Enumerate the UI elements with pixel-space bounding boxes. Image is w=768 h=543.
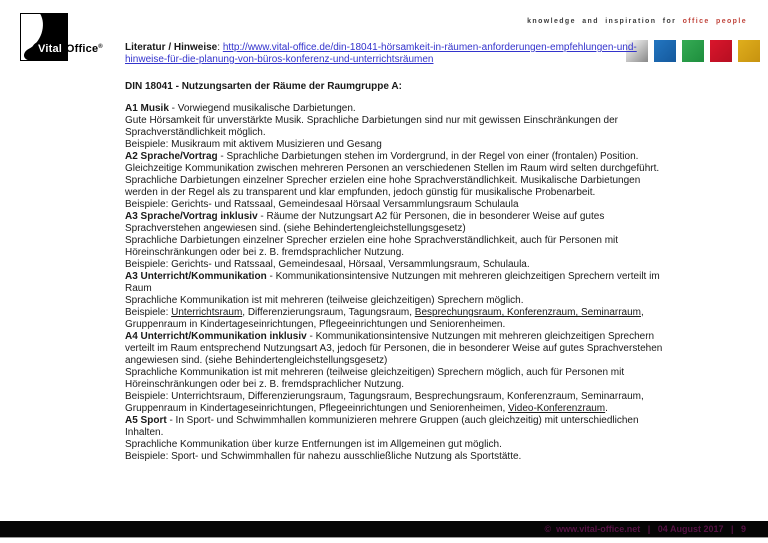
text-segment: , Gruppenraum in Kindertageseinrichtungen, Pflegeeinrichtungen und Seniorenheimen. [125, 307, 644, 330]
logo-text-office: -Office [62, 43, 99, 55]
tagline [527, 18, 747, 25]
document-body [125, 42, 670, 463]
paragraph [125, 295, 670, 307]
text-segment: Unterrichtsraum [171, 307, 243, 318]
tagline-highlight: office people [682, 18, 747, 25]
text-segment: - Räume der Nutzungsart A2 für Personen, die in besonderer Weise auf gutes Sprachverstehen angewiesen sind. (siehe Behindertengleichstellungsgesetz) [125, 211, 605, 234]
text-segment: Beispiele: Gerichts- und Ratssaal, Gemeindesaal Hörsaal Versammlungsraum Schulaula [125, 199, 519, 210]
paragraph [125, 451, 670, 463]
paragraph [125, 211, 670, 235]
text-segment: DIN 18041 - Nutzungsarten der Räume der Raumgruppe A: [125, 81, 402, 92]
text-segment: Beispiele: Gerichts- und Ratssaal, Gemeindesaal, Hörsaal, Versammlungsraum, Schulaula. [125, 259, 530, 270]
text-segment: - Kommunikationsintensive Nutzungen mit mehreren gleichzeitigen Sprechern verteilt im Raum entsprechend Nutzungsart A3, jedoch für Personen, die in besonderer Weise auf gutes Sprachverstehen angewiesen sind. (siehe Behindertengleichstellungsgesetz) [125, 331, 663, 366]
paragraph [125, 139, 670, 151]
text-segment: A3 Unterricht/Kommunikation [125, 271, 267, 282]
paragraph [125, 42, 670, 66]
paragraph [125, 259, 670, 271]
gold-square [738, 40, 760, 62]
text-segment: Beispiele: Musikraum mit aktivem Musizieren und Gesang [125, 139, 382, 150]
text-segment: Sprachliche Kommunikation über kurze Entfernungen ist im Allgemeinen gut möglich. [125, 439, 502, 450]
text-segment: - Sprachliche Darbietungen stehen im Vordergrund, in der Regel von einer (frontalen) Position. Gleichzeitige Kommunikation zwischen mehreren Personen an verschiedenen Stellen im Raum wird selten durchgeführt. [125, 151, 660, 174]
text-segment: A3 Sprache/Vortrag inklusiv [125, 211, 258, 222]
logo-text-vital: Vital [32, 42, 62, 57]
paragraph [125, 151, 670, 175]
paragraph [125, 415, 670, 439]
text-segment: - Kommunikationsintensive Nutzungen mit mehreren gleichzeitigen Sprechern verteilt im Raum [125, 271, 660, 294]
text-segment: Sprachliche Kommunikation ist mit mehreren (teilweise gleichzeitigen) Sprechern möglich, auch für Personen mit Höreinschränkungen oder bei z. B. fremdsprachlicher Nutzung. [125, 367, 625, 390]
footer-bar [0, 521, 768, 538]
text-segment: Beispiele: [125, 307, 172, 318]
text-segment: A4 Unterricht/Kommunikation inklusiv [125, 331, 307, 342]
text-segment: A5 Sport [125, 415, 167, 426]
paragraph [125, 103, 670, 115]
paragraph [125, 439, 670, 451]
text-segment: , Differenzierungsraum, Tagungsraum, [242, 307, 415, 318]
text-segment: Beispiele: Sport- und Schwimmhallen für nahezu ausschließliche Nutzung als Sportstätte. [125, 451, 522, 462]
paragraph [125, 199, 670, 211]
text-segment: Literatur / Hinweise [125, 42, 218, 53]
paragraph [125, 271, 670, 295]
text-segment: Sprachliche Darbietungen einzelner Sprecher erzielen eine hohe Sprachverständlichkeit. Musikalische Darbietungen werden in der Regel als zu transparent und klar empfunden, jedoch günstig für musikalische Probenarbeit. [125, 175, 641, 198]
text-segment: Besprechungsraum, Konferenzraum, Seminarraum [414, 307, 641, 318]
green-square [682, 40, 704, 62]
paragraph [125, 307, 670, 331]
text-segment: Beispiele: Unterrichtsraum, Differenzierungsraum, Tagungsraum, Besprechungsraum, Konferenzraum, Seminarraum, Gruppenraum in Kindertageseinrichtungen, Pflegeeinrichtungen und Seniorenheimen, [125, 391, 644, 414]
paragraph [125, 235, 670, 259]
footer-text: © www.vital-office.net | 04 August 2017 | 9 [544, 524, 746, 534]
text-segment: Sprachliche Kommunikation ist mit mehreren (teilweise gleichzeitigen) Sprechern möglich. [125, 295, 524, 306]
paragraph [125, 81, 670, 93]
tagline-prefix: knowledge and inspiration for [527, 18, 683, 25]
text-segment: - In Sport- und Schwimmhallen kommunizieren mehrere Gruppen (auch gleichzeitig) mit unterschiedlichen Inhalten. [125, 415, 639, 438]
logo-wordmark [32, 42, 103, 57]
text-segment: Sprachliche Darbietungen einzelner Sprecher erzielen eine hohe Sprachverständlichkeit, auch für Personen mit Höreinschränkungen oder bei z. B. fremdsprachlicher Nutzung. [125, 235, 619, 258]
text-segment: : [217, 42, 223, 53]
text-segment: A2 Sprache/Vortrag [125, 151, 218, 162]
registered-trademark-symbol: ® [98, 44, 103, 50]
paragraph [125, 175, 670, 199]
text-segment: Video-Konferenzraum [508, 403, 606, 414]
red-square [710, 40, 732, 62]
text-segment: . [605, 403, 608, 414]
paragraph [125, 367, 670, 391]
text-segment: - Vorwiegend musikalische Darbietungen. [168, 103, 356, 114]
paragraph [125, 331, 670, 367]
paragraph [125, 391, 670, 415]
text-segment: Gute Hörsamkeit für unverstärkte Musik. Sprachliche Darbietungen sind nur mit gewissen Einschränkungen der Sprachverständlichkeit möglich. [125, 115, 619, 138]
text-segment: A1 Musik [125, 103, 169, 114]
literature-hyperlink[interactable]: http://www.vital-office.de/din-18041-hörsamkeit-in-räumen-anforderungen-empfehlungen-und-hinweise-für-die-planung-von-büros-konferenz-und-unterrichtsräumen [125, 42, 637, 65]
paragraph [125, 115, 670, 139]
